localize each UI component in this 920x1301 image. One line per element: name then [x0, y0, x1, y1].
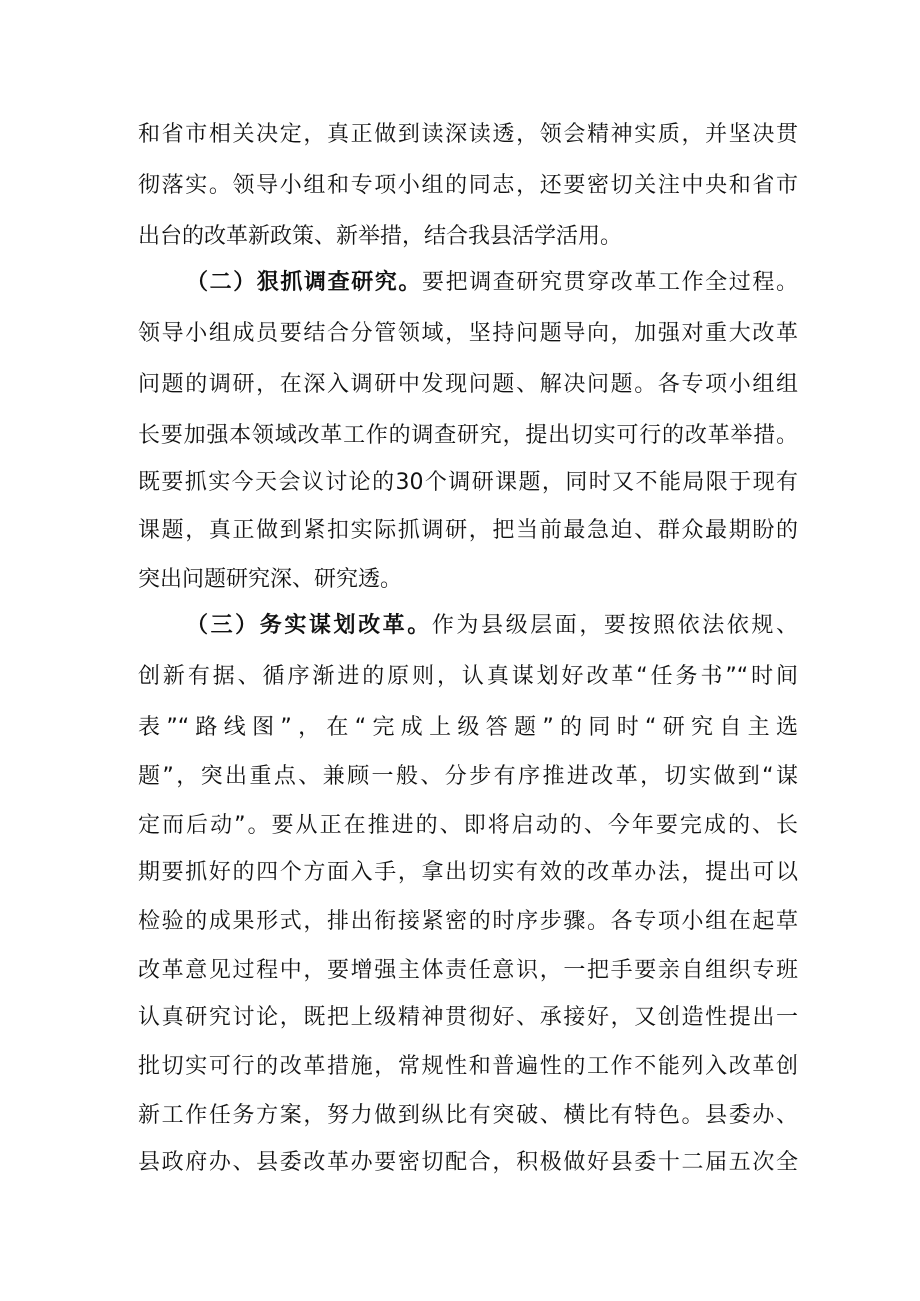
text-line: 县政府办、县委改革办要密切配合，积极做好县委十二届五次全 — [138, 1150, 798, 1175]
text-line: 题”，突出重点、兼顾一般、分步有序推进改革，切实做到“谋 — [138, 764, 798, 789]
text-line: 问题的调研，在深入调研中发现问题、解决问题。各专项小组组 — [138, 372, 798, 397]
text-line: 新工作任务方案，努力做到纵比有突破、横比有特色。县委办、 — [138, 1103, 798, 1128]
text-line: 和省市相关决定，真正做到读深读透，领会精神实质，并坚决贯 — [138, 122, 798, 147]
section-heading: （三）务实谋划改革。 — [186, 613, 432, 638]
text-line: 创新有据、循序渐进的原则，认真谋划好改革“任务书”“时间 — [138, 664, 798, 689]
text-line: 定而后动”。要从正在推进的、即将启动的、今年要完成的、长 — [138, 813, 798, 838]
text-line: 彻落实。领导小组和专项小组的同志，还要密切关注中央和省市 — [138, 173, 798, 198]
text-span: 要把调查研究贯穿改革工作全过程。 — [422, 270, 798, 295]
text-line-with-heading — [186, 611, 798, 641]
text-line: 期要抓好的四个方面入手，拿出切实有效的改革办法，提出可以 — [138, 860, 798, 885]
text-line: 既要抓实今天会议讨论的30个调研课题，同时又不能局限于现有 — [138, 470, 798, 495]
text-line: 表”“路线图”，在“完成上级答题”的同时“研究自主选 — [138, 715, 798, 740]
text-line: 批切实可行的改革措施，常规性和普遍性的工作不能列入改革创 — [138, 1054, 798, 1079]
text-line: 改革意见过程中，要增强主体责任意识，一把手要亲自组织专班 — [138, 958, 798, 983]
text-line: 长要加强本领域改革工作的调查研究，提出切实可行的改革举措。 — [138, 423, 798, 448]
text-line: 突出问题研究深、研究透。 — [138, 567, 403, 592]
text-line: 认真研究讨论，既把上级精神贯彻好、承接好，又创造性提出一 — [138, 1005, 798, 1030]
text-line: 检验的成果形式，排出衔接紧密的时序步骤。各专项小组在起草 — [138, 909, 798, 934]
text-line: 领导小组成员要结合分管领域，坚持问题导向，加强对重大改革 — [138, 321, 798, 346]
text-span: 作为县级层面，要按照依法依规、 — [431, 613, 798, 638]
text-line: 课题，真正做到紧扣实际抓调研，把当前最急迫、群众最期盼的 — [138, 518, 798, 543]
section-heading: （二）狠抓调查研究。 — [186, 270, 422, 295]
text-line: 出台的改革新政策、新举措，结合我县活学活用。 — [138, 224, 623, 249]
text-line-with-heading — [186, 268, 798, 298]
